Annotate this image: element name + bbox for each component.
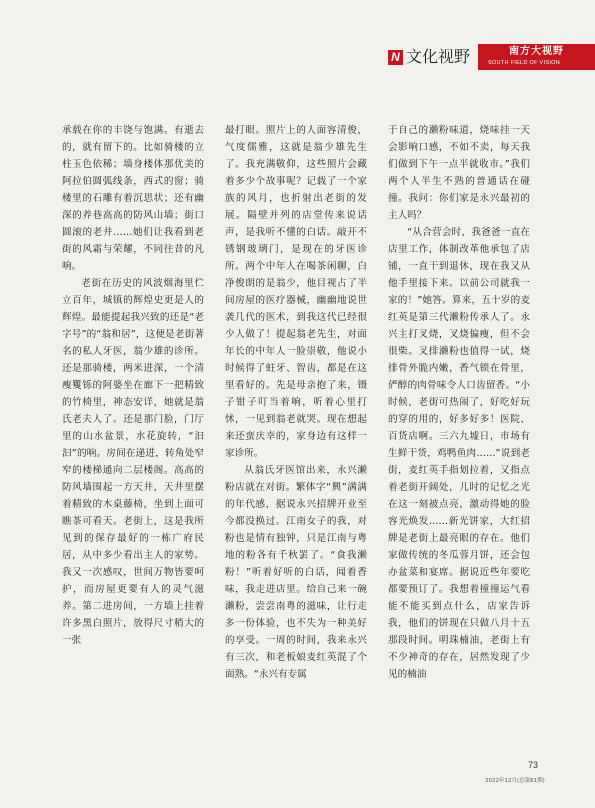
section-logo-icon: N bbox=[388, 50, 403, 65]
magazine-name-en: SOUTH FIELD OF VISION bbox=[488, 60, 561, 66]
paragraph: 承载在你的丰饶与饱满。有逝去的，就有留下的。比如骑楼的立柱玉色依稀；墙身楼体那优美的阿拉伯圆弧线条，西式的窗；骑楼里的石雕有着沉思状；还有幽深的养巷高高的防风山墙；街口圆滚的老井……她们让我看到老街的风霜与荣耀，不同往昔的凡响。 bbox=[62, 125, 204, 272]
issue-info: 2022年12月(总第61期) bbox=[485, 778, 545, 784]
paragraph: “从合营会时，我爸爸一直在店里工作，体制改革他承包了店铺，一直干到退休，现在我又从他手里接下来。以前公司就我一家的！”她答。算来，五十岁的麦红英是第三代濑粉传承人了。永兴主打叉烧，叉烧偏瘦，但不会很柴。叉排濑粉也值得一试，烧排骨外脆内嫩，香气锁在骨里，俨醇的肉骨味令人口齿留香。“小时候，老街可热闹了，好吃好玩的穿的用的，好多好多！医院、百货店啊。三六九墟日，市场有生鲜干货，鸡鸭鱼肉……”说到老街，麦红英手指划拉着，又指点着老街开阔处，儿时的记忆之光在这一刻被点亮，激动得她的脸容光焕发……新光饼家，大红招牌是老街上最亮眼的存在。他们家做传统的冬瓜蓉月饼，还会包办盆菜和宴席。据说近些年要吃都要预订了。我想着撞撞运气看能不能买到点什么，店家告诉我，他们的饼现在只做八月十五那段时间。明珠楠油，老街上有不少神奇的存在，居然发现了少见的楠油 bbox=[388, 227, 530, 680]
page-number: 73 bbox=[528, 760, 539, 770]
page-header bbox=[388, 44, 595, 74]
text-column-3 bbox=[388, 122, 530, 712]
magazine-badge bbox=[478, 44, 595, 70]
text-column-2 bbox=[225, 122, 367, 712]
paragraph: 老街在历史的风波烟海里伫立百年，城镇的辉煌史更是人的辉煌。最能提起我兴致的还是“老字号”的“翁和居”，这便是老街著名的私人牙医，翁少雄的诊所。还是那骑楼，两米进深，一个清瘦矍铄的阿婆坐在廊下一把精致的竹椅里，神态安详，她就是翁氏老夫人了。还是那门脸，门厅里的山水盆景，水花旋转，“汩汩”的响。房间在递进，转角处窄窄的楼梯通向二层楼阁。高高的防风墙围起一方天井，天井里摆着精致的木桌藤椅，坐到上面可瞧茶可看天。老街上，这是我所见到的保存最好的一栋广府民居，从中多少看出主人的家势。我又一次感叹，世间万物皆要呵护，而房屋更要有人的灵气滋养。第二进房间，一方墙上挂着许多黑白照片，放得尺寸稍大的一张 bbox=[62, 278, 204, 646]
paragraph: 从翁氏牙医馆出来，永兴濑粉店就在对街。繁体字“興”满满的年代感，据说永兴招牌开业至今都没换过。江南女子的我，对粉也是情有独钟，只是江南与粤地的粉各有千秋罢了。“食我濑粉！”听着好听的白话，闻着香味，我走进店里。给自己来一碗濑粉，尝尝南粤的滋味，让行走多一份体验，也不失为一种美好的享受。一周的时间，我来永兴有三次，和老板娘麦红英混了个面熟。“永兴有专属 bbox=[225, 465, 367, 680]
section-title: 文化视野 bbox=[406, 47, 471, 66]
text-column-1 bbox=[62, 122, 204, 712]
magazine-name: 南方大视野 bbox=[509, 46, 564, 57]
paragraph: 最打眼。照片上的人面容清俊，气度儒雅，这就是翁少雄先生了。我充满敬仰，这些照片会藏着多少个故事呢？记载了一个家族的风月，也折射出老街的发展。隔壁并列的店堂传来说话声，是我听不懂的白话。敲开不锈钢玻璃门，是现在的牙医诊所。两个中年人在喝茶闲聊，白净俊朗的是翁少，他目视占了半间房屋的医疗器械，幽幽地说世袭几代的医术，到我这代已经很少人做了！提起翁老先生，对面年长的中年人一脸崇敬，他说小时候得了蛀牙、智齿，都是在这里看好的。先是母亲抱了来，镊子钳子叮当着响，听着心里打怵，一见到翁老就哭。现在想起来还蛮庆幸的，家身边有这样一家诊所。 bbox=[225, 125, 367, 459]
paragraph: 于自己的濑粉味道，烧味挂一天会影响口感，不如不卖，每天我们做到下午一点半就收市。”我们两个人半生不熟的普通话在碰撞。我问：你们家是永兴最初的主人吗？ bbox=[388, 125, 530, 221]
